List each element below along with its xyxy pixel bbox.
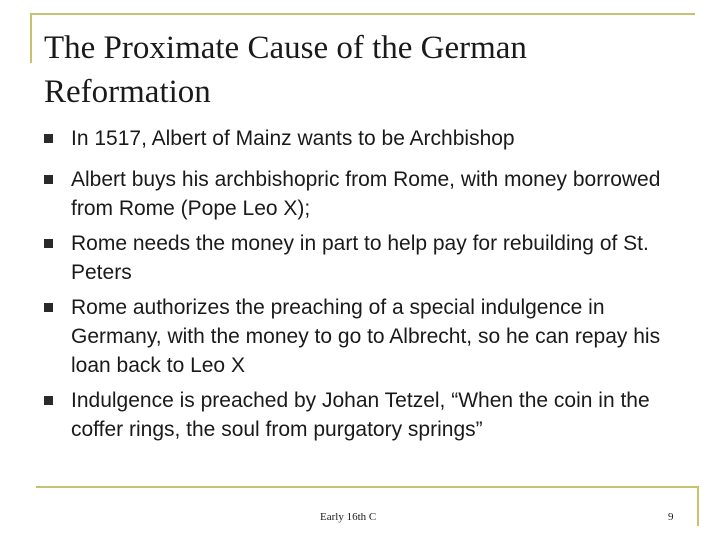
bullet-list <box>44 124 684 450</box>
bullet-text: Rome needs the money in part to help pay for rebuilding of St. Peters <box>71 232 649 284</box>
page-number: 9 <box>668 511 674 523</box>
square-bullet-icon <box>44 303 53 312</box>
frame-bottom-line <box>36 486 699 488</box>
slide-footer: Early 16th C <box>320 511 377 523</box>
square-bullet-icon <box>44 396 53 405</box>
frame-left-line <box>30 13 32 63</box>
bullet-item <box>44 165 684 223</box>
square-bullet-icon <box>44 175 53 184</box>
bullet-text: Indulgence is preached by Johan Tetzel, “When the coin in the coffer rings, the soul from purgatory springs” <box>71 389 650 441</box>
bullet-text: Albert buys his archbishopric from Rome, with money borrowed from Rome (Pope Leo X); <box>71 168 661 220</box>
square-bullet-icon <box>44 239 53 248</box>
bullet-text: In 1517, Albert of Mainz wants to be Archbishop <box>71 127 515 150</box>
bullet-text: Rome authorizes the preaching of a special indulgence in Germany, with the money to go to Albrecht, so he can repay his loan back to Leo X <box>71 296 661 377</box>
bullet-item <box>44 124 684 153</box>
bullet-item <box>44 386 684 444</box>
bullet-item <box>44 293 684 380</box>
square-bullet-icon <box>44 134 53 143</box>
bullet-item <box>44 229 684 287</box>
frame-right-line <box>697 486 699 526</box>
slide-title: The Proximate Cause of the German Reformation <box>44 30 527 110</box>
frame-top-line <box>30 13 695 15</box>
